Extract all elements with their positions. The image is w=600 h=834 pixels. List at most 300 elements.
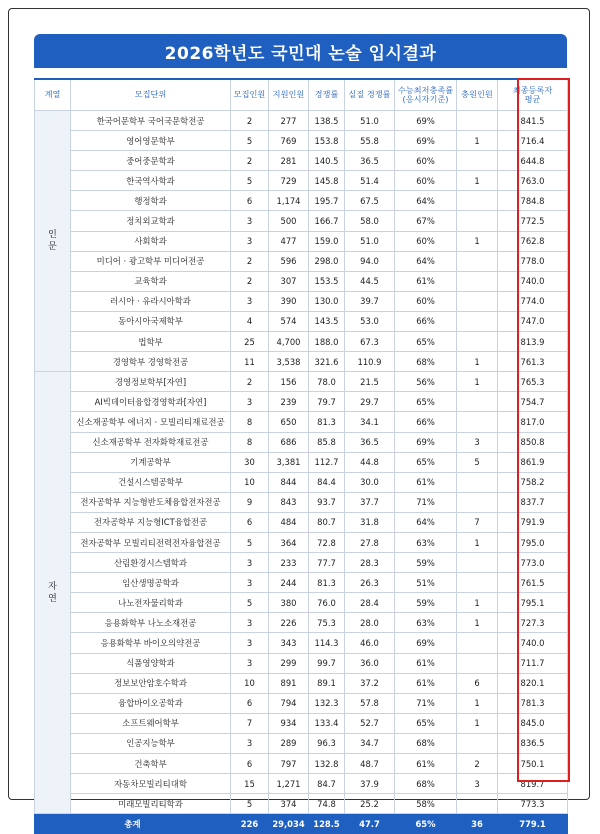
cell-unit: 신소재공학부 전자화학재료전공 <box>71 432 231 452</box>
cell-applicants: 484 <box>269 512 309 532</box>
cell-ratio: 80.7 <box>309 512 345 532</box>
cell-final: 795.0 <box>498 532 568 552</box>
cell-applicants: 156 <box>269 372 309 392</box>
cell-real-ratio: 37.7 <box>345 492 395 512</box>
cell-unit: 응용화학부 나노소재전공 <box>71 613 231 633</box>
header-applicants: 지원인원 <box>269 79 309 111</box>
cell-real-ratio: 51.4 <box>345 171 395 191</box>
cell-csat: 61% <box>395 673 457 693</box>
cell-extra: 1 <box>457 171 498 191</box>
cell-real-ratio: 36.5 <box>345 151 395 171</box>
cell-final: 763.0 <box>498 171 568 191</box>
page-title: 2026학년도 국민대 논술 입시결과 <box>34 34 567 68</box>
cell-quota: 5 <box>231 131 269 151</box>
cell-unit: 전자공학부 지능형반도체융합전자전공 <box>71 492 231 512</box>
cell-quota: 10 <box>231 673 269 693</box>
cell-final: 817.0 <box>498 412 568 432</box>
cell-applicants: 380 <box>269 593 309 613</box>
cell-quota: 5 <box>231 794 269 814</box>
total-row <box>35 814 568 834</box>
cell-csat: 69% <box>395 131 457 151</box>
cell-csat: 66% <box>395 311 457 331</box>
cell-quota: 2 <box>231 151 269 171</box>
cell-quota: 3 <box>231 553 269 573</box>
table-row <box>35 512 568 532</box>
total-quota: 226 <box>231 814 269 834</box>
cell-final: 781.3 <box>498 693 568 713</box>
table-row <box>35 774 568 794</box>
cell-real-ratio: 34.1 <box>345 412 395 432</box>
cell-ratio: 75.3 <box>309 613 345 633</box>
cell-unit: 미디어 · 광고학부 미디어전공 <box>71 251 231 271</box>
header-ratio: 경쟁률 <box>309 79 345 111</box>
cell-real-ratio: 44.5 <box>345 271 395 291</box>
cell-csat: 68% <box>395 352 457 372</box>
cell-real-ratio: 28.3 <box>345 553 395 573</box>
cell-final: 774.0 <box>498 291 568 311</box>
cell-final: 845.0 <box>498 713 568 733</box>
cell-ratio: 321.6 <box>309 352 345 372</box>
cell-csat: 61% <box>395 271 457 291</box>
group-label: 자 연 <box>35 372 71 814</box>
cell-unit: 정보보안암호수학과 <box>71 673 231 693</box>
cell-extra <box>457 251 498 271</box>
cell-quota: 25 <box>231 332 269 352</box>
cell-ratio: 188.0 <box>309 332 345 352</box>
total-ratio: 128.5 <box>309 814 345 834</box>
table-row <box>35 593 568 613</box>
cell-ratio: 145.8 <box>309 171 345 191</box>
cell-real-ratio: 46.0 <box>345 633 395 653</box>
cell-unit: 동아시아국제학부 <box>71 311 231 331</box>
cell-real-ratio: 36.5 <box>345 432 395 452</box>
cell-real-ratio: 27.8 <box>345 532 395 552</box>
cell-ratio: 76.0 <box>309 593 345 613</box>
cell-applicants: 844 <box>269 472 309 492</box>
cell-final: 750.1 <box>498 754 568 774</box>
cell-unit: 한국어문학부 국어국문학전공 <box>71 111 231 131</box>
cell-csat: 60% <box>395 171 457 191</box>
header-unit: 모집단위 <box>71 79 231 111</box>
cell-real-ratio: 29.7 <box>345 392 395 412</box>
cell-real-ratio: 57.8 <box>345 693 395 713</box>
table-row <box>35 693 568 713</box>
cell-applicants: 374 <box>269 794 309 814</box>
total-label: 총계 <box>35 814 231 834</box>
cell-unit: 소프트웨어학부 <box>71 713 231 733</box>
cell-real-ratio: 51.0 <box>345 231 395 251</box>
cell-csat: 68% <box>395 774 457 794</box>
cell-final: 841.5 <box>498 111 568 131</box>
cell-csat: 61% <box>395 472 457 492</box>
cell-ratio: 159.0 <box>309 231 345 251</box>
cell-applicants: 233 <box>269 553 309 573</box>
cell-csat: 61% <box>395 754 457 774</box>
cell-extra <box>457 633 498 653</box>
header-final: 최종등록자 평균 <box>498 79 568 111</box>
cell-ratio: 114.3 <box>309 633 345 653</box>
cell-extra <box>457 472 498 492</box>
cell-ratio: 132.3 <box>309 693 345 713</box>
cell-real-ratio: 30.0 <box>345 472 395 492</box>
table-row <box>35 111 568 131</box>
cell-ratio: 143.5 <box>309 311 345 331</box>
cell-ratio: 93.7 <box>309 492 345 512</box>
cell-final: 813.9 <box>498 332 568 352</box>
cell-extra: 3 <box>457 432 498 452</box>
cell-csat: 59% <box>395 593 457 613</box>
cell-csat: 63% <box>395 613 457 633</box>
cell-quota: 3 <box>231 392 269 412</box>
table-row <box>35 553 568 573</box>
cell-final: 778.0 <box>498 251 568 271</box>
cell-quota: 3 <box>231 613 269 633</box>
cell-ratio: 79.7 <box>309 392 345 412</box>
table-row <box>35 633 568 653</box>
cell-unit: 영어영문학부 <box>71 131 231 151</box>
cell-csat: 69% <box>395 633 457 653</box>
cell-applicants: 390 <box>269 291 309 311</box>
cell-applicants: 891 <box>269 673 309 693</box>
cell-csat: 69% <box>395 111 457 131</box>
cell-unit: 법학부 <box>71 332 231 352</box>
cell-final: 740.0 <box>498 271 568 291</box>
table-body <box>35 111 568 814</box>
cell-extra: 1 <box>457 613 498 633</box>
cell-applicants: 4,700 <box>269 332 309 352</box>
cell-real-ratio: 39.7 <box>345 291 395 311</box>
cell-quota: 8 <box>231 412 269 432</box>
cell-quota: 5 <box>231 593 269 613</box>
group-label: 인 문 <box>35 111 71 372</box>
cell-ratio: 78.0 <box>309 372 345 392</box>
cell-unit: 전자공학부 모빌리티전력전자융합전공 <box>71 532 231 552</box>
cell-final: 716.4 <box>498 131 568 151</box>
cell-unit: 산림환경시스템학과 <box>71 553 231 573</box>
cell-ratio: 153.5 <box>309 271 345 291</box>
total-csat: 65% <box>395 814 457 834</box>
cell-extra: 1 <box>457 231 498 251</box>
cell-applicants: 3,538 <box>269 352 309 372</box>
cell-quota: 3 <box>231 573 269 593</box>
table-row <box>35 713 568 733</box>
table-row <box>35 191 568 211</box>
header-group: 계열 <box>35 79 71 111</box>
cell-csat: 65% <box>395 452 457 472</box>
cell-final: 765.3 <box>498 372 568 392</box>
cell-extra <box>457 492 498 512</box>
cell-csat: 67% <box>395 211 457 231</box>
cell-ratio: 72.8 <box>309 532 345 552</box>
table-row <box>35 171 568 191</box>
cell-unit: 행정학과 <box>71 191 231 211</box>
cell-real-ratio: 51.0 <box>345 111 395 131</box>
cell-applicants: 769 <box>269 131 309 151</box>
cell-quota: 3 <box>231 291 269 311</box>
cell-quota: 5 <box>231 171 269 191</box>
cell-final: 761.5 <box>498 573 568 593</box>
cell-unit: 경영정보학부[자연] <box>71 372 231 392</box>
cell-ratio: 138.5 <box>309 111 345 131</box>
table-row <box>35 754 568 774</box>
table-row <box>35 311 568 331</box>
cell-quota: 2 <box>231 372 269 392</box>
cell-ratio: 130.0 <box>309 291 345 311</box>
cell-quota: 6 <box>231 512 269 532</box>
cell-csat: 71% <box>395 693 457 713</box>
cell-real-ratio: 94.0 <box>345 251 395 271</box>
cell-final: 837.7 <box>498 492 568 512</box>
cell-final: 861.9 <box>498 452 568 472</box>
cell-ratio: 166.7 <box>309 211 345 231</box>
cell-unit: AI빅데이터융합경영학과[자연] <box>71 392 231 412</box>
cell-unit: 자동차모빌리티대학 <box>71 774 231 794</box>
cell-extra <box>457 332 498 352</box>
cell-ratio: 153.8 <box>309 131 345 151</box>
cell-final: 762.8 <box>498 231 568 251</box>
cell-ratio: 195.7 <box>309 191 345 211</box>
cell-unit: 사회학과 <box>71 231 231 251</box>
cell-extra <box>457 392 498 412</box>
cell-unit: 전자공학부 지능형ICT융합전공 <box>71 512 231 532</box>
table-row <box>35 472 568 492</box>
cell-applicants: 1,174 <box>269 191 309 211</box>
cell-real-ratio: 55.8 <box>345 131 395 151</box>
cell-extra: 6 <box>457 673 498 693</box>
cell-real-ratio: 52.7 <box>345 713 395 733</box>
table-header-row <box>35 79 568 111</box>
cell-applicants: 281 <box>269 151 309 171</box>
cell-quota: 2 <box>231 271 269 291</box>
table-row <box>35 231 568 251</box>
cell-quota: 2 <box>231 111 269 131</box>
cell-final: 819.7 <box>498 774 568 794</box>
cell-final: 773.0 <box>498 553 568 573</box>
cell-final: 740.0 <box>498 633 568 653</box>
table-row <box>35 271 568 291</box>
cell-csat: 64% <box>395 191 457 211</box>
cell-applicants: 729 <box>269 171 309 191</box>
table-row <box>35 392 568 412</box>
cell-extra <box>457 111 498 131</box>
cell-csat: 59% <box>395 553 457 573</box>
total-extra: 36 <box>457 814 498 834</box>
cell-applicants: 686 <box>269 432 309 452</box>
cell-final: 754.7 <box>498 392 568 412</box>
cell-final: 711.7 <box>498 653 568 673</box>
cell-real-ratio: 48.7 <box>345 754 395 774</box>
cell-unit: 인공지능학부 <box>71 733 231 753</box>
cell-quota: 2 <box>231 251 269 271</box>
cell-csat: 65% <box>395 332 457 352</box>
cell-real-ratio: 34.7 <box>345 733 395 753</box>
cell-extra: 1 <box>457 693 498 713</box>
cell-csat: 60% <box>395 151 457 171</box>
cell-csat: 66% <box>395 412 457 432</box>
cell-ratio: 84.4 <box>309 472 345 492</box>
cell-real-ratio: 53.0 <box>345 311 395 331</box>
cell-final: 850.8 <box>498 432 568 452</box>
cell-applicants: 797 <box>269 754 309 774</box>
cell-csat: 64% <box>395 512 457 532</box>
cell-extra <box>457 573 498 593</box>
cell-extra <box>457 191 498 211</box>
cell-ratio: 96.3 <box>309 733 345 753</box>
total-applicants: 29,034 <box>269 814 309 834</box>
cell-final: 747.0 <box>498 311 568 331</box>
cell-real-ratio: 28.4 <box>345 593 395 613</box>
cell-quota: 6 <box>231 191 269 211</box>
cell-unit: 신소재공학부 에너지 · 모빌리티재료전공 <box>71 412 231 432</box>
cell-unit: 나노전자물리학과 <box>71 593 231 613</box>
cell-quota: 4 <box>231 311 269 331</box>
cell-applicants: 307 <box>269 271 309 291</box>
cell-extra: 1 <box>457 372 498 392</box>
cell-csat: 58% <box>395 794 457 814</box>
cell-unit: 경영학부 경영학전공 <box>71 352 231 372</box>
cell-extra: 1 <box>457 131 498 151</box>
cell-csat: 65% <box>395 713 457 733</box>
header-real-ratio: 실질 경쟁률 <box>345 79 395 111</box>
cell-real-ratio: 36.0 <box>345 653 395 673</box>
cell-extra <box>457 291 498 311</box>
table-row <box>35 131 568 151</box>
cell-extra <box>457 412 498 432</box>
cell-extra <box>457 553 498 573</box>
cell-applicants: 289 <box>269 733 309 753</box>
cell-unit: 러시아 · 유라시아학과 <box>71 291 231 311</box>
cell-final: 795.1 <box>498 593 568 613</box>
cell-csat: 61% <box>395 653 457 673</box>
cell-final: 727.3 <box>498 613 568 633</box>
cell-csat: 60% <box>395 231 457 251</box>
cell-quota: 30 <box>231 452 269 472</box>
cell-ratio: 298.0 <box>309 251 345 271</box>
table-row <box>35 532 568 552</box>
cell-applicants: 277 <box>269 111 309 131</box>
cell-quota: 3 <box>231 231 269 251</box>
cell-extra <box>457 311 498 331</box>
cell-unit: 한국역사학과 <box>71 171 231 191</box>
cell-csat: 60% <box>395 291 457 311</box>
table-row <box>35 492 568 512</box>
cell-csat: 68% <box>395 733 457 753</box>
cell-applicants: 574 <box>269 311 309 331</box>
cell-unit: 식품영양학과 <box>71 653 231 673</box>
cell-real-ratio: 67.5 <box>345 191 395 211</box>
cell-unit: 미래모빌리티학과 <box>71 794 231 814</box>
cell-real-ratio: 31.8 <box>345 512 395 532</box>
cell-quota: 3 <box>231 733 269 753</box>
cell-extra: 3 <box>457 774 498 794</box>
cell-real-ratio: 44.8 <box>345 452 395 472</box>
cell-quota: 8 <box>231 432 269 452</box>
cell-extra <box>457 211 498 231</box>
cell-extra <box>457 151 498 171</box>
cell-extra <box>457 733 498 753</box>
cell-applicants: 3,381 <box>269 452 309 472</box>
cell-extra <box>457 794 498 814</box>
cell-unit: 교육학과 <box>71 271 231 291</box>
table-row <box>35 412 568 432</box>
cell-csat: 71% <box>395 492 457 512</box>
cell-unit: 중어중문학과 <box>71 151 231 171</box>
cell-unit: 건축학부 <box>71 754 231 774</box>
cell-extra: 1 <box>457 352 498 372</box>
cell-final: 758.2 <box>498 472 568 492</box>
cell-applicants: 239 <box>269 392 309 412</box>
cell-quota: 10 <box>231 472 269 492</box>
cell-real-ratio: 37.9 <box>345 774 395 794</box>
cell-unit: 기계공학부 <box>71 452 231 472</box>
table-row <box>35 452 568 472</box>
header-csat: 수능최저충족률 (응시자기준) <box>395 79 457 111</box>
cell-real-ratio: 26.3 <box>345 573 395 593</box>
cell-final: 773.3 <box>498 794 568 814</box>
cell-final: 836.5 <box>498 733 568 753</box>
cell-ratio: 132.8 <box>309 754 345 774</box>
table-row <box>35 372 568 392</box>
cell-csat: 65% <box>395 392 457 412</box>
cell-applicants: 477 <box>269 231 309 251</box>
table-row <box>35 211 568 231</box>
cell-extra <box>457 271 498 291</box>
cell-unit: 정치외교학과 <box>71 211 231 231</box>
cell-final: 784.8 <box>498 191 568 211</box>
cell-extra: 1 <box>457 593 498 613</box>
cell-applicants: 843 <box>269 492 309 512</box>
cell-unit: 융합바이오공학과 <box>71 693 231 713</box>
cell-ratio: 133.4 <box>309 713 345 733</box>
cell-quota: 5 <box>231 532 269 552</box>
cell-quota: 3 <box>231 211 269 231</box>
cell-quota: 7 <box>231 713 269 733</box>
cell-final: 820.1 <box>498 673 568 693</box>
cell-applicants: 650 <box>269 412 309 432</box>
cell-final: 644.8 <box>498 151 568 171</box>
cell-applicants: 1,271 <box>269 774 309 794</box>
cell-real-ratio: 25.2 <box>345 794 395 814</box>
cell-csat: 64% <box>395 251 457 271</box>
table-row <box>35 151 568 171</box>
table-row <box>35 733 568 753</box>
cell-unit: 건설시스템공학부 <box>71 472 231 492</box>
cell-applicants: 934 <box>269 713 309 733</box>
table-row <box>35 291 568 311</box>
cell-quota: 9 <box>231 492 269 512</box>
cell-real-ratio: 110.9 <box>345 352 395 372</box>
cell-real-ratio: 67.3 <box>345 332 395 352</box>
table-row <box>35 673 568 693</box>
cell-extra: 5 <box>457 452 498 472</box>
cell-final: 761.3 <box>498 352 568 372</box>
cell-applicants: 343 <box>269 633 309 653</box>
cell-real-ratio: 28.0 <box>345 613 395 633</box>
table-row <box>35 653 568 673</box>
cell-unit: 임산생명공학과 <box>71 573 231 593</box>
total-final: 779.1 <box>498 814 568 834</box>
header-extra: 충원인원 <box>457 79 498 111</box>
cell-extra: 2 <box>457 754 498 774</box>
header-quota: 모집인원 <box>231 79 269 111</box>
cell-applicants: 244 <box>269 573 309 593</box>
cell-ratio: 85.8 <box>309 432 345 452</box>
cell-csat: 63% <box>395 532 457 552</box>
cell-extra: 1 <box>457 532 498 552</box>
cell-final: 772.5 <box>498 211 568 231</box>
cell-ratio: 99.7 <box>309 653 345 673</box>
cell-csat: 56% <box>395 372 457 392</box>
